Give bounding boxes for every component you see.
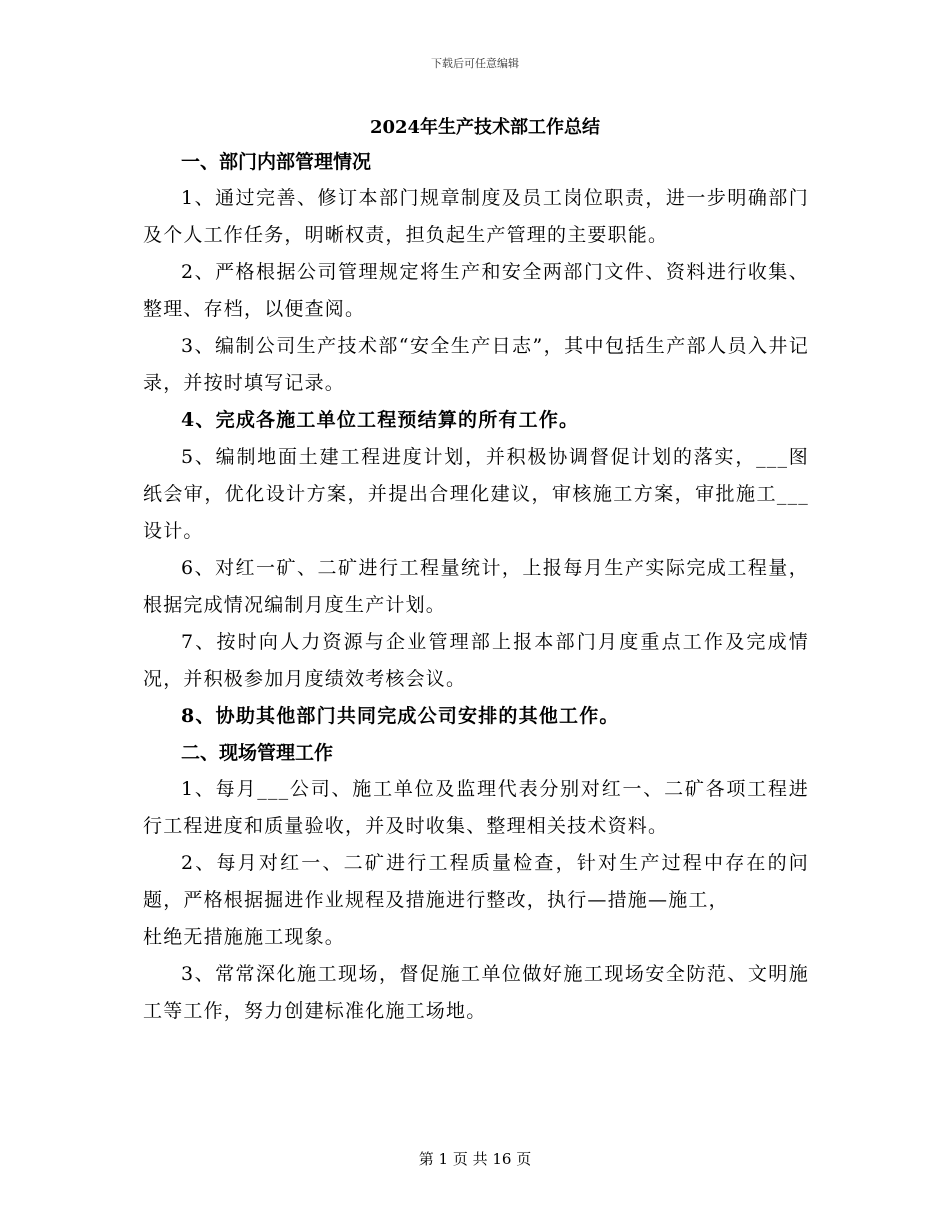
document-body <box>143 112 809 1030</box>
page-number-footer: 第 1 页 共 16 页 <box>418 1150 532 1168</box>
section-heading-internal-management: 一、部门内部管理情况 <box>181 151 372 173</box>
section-heading-site-management: 二、现场管理工作 <box>181 742 334 764</box>
paragraph: 7、按时向人力资源与企业管理部上报本部门月度重点工作及完成情况，并积极参加月度绩效考核会议。 <box>143 631 809 690</box>
paragraph: 1、通过完善、修订本部门规章制度及员工岗位职责，进一步明确部门及个人工作任务，明晰权责，担负起生产管理的主要职能。 <box>143 187 809 246</box>
paragraph: 3、编制公司生产技术部“安全生产日志”，其中包括生产部人员入井记录，并按时填写记录。 <box>143 335 809 394</box>
document-title: 2024年生产技术部工作总结 <box>369 117 601 138</box>
paragraph: 3、常常深化施工现场，督促施工单位做好施工现场安全防范、文明施工等工作，努力创建标准化施工场地。 <box>143 963 809 1022</box>
paragraph: 杜绝无措施施工现象。 <box>143 926 346 948</box>
paragraph: 2、严格根据公司管理规定将生产和安全两部门文件、资料进行收集、整理、存档，以便查阅。 <box>143 261 809 320</box>
page-header-note: 下载后可任意编辑 <box>431 57 519 70</box>
paragraph: 2、每月对红一、二矿进行工程质量检查，针对生产过程中存在的问题，严格根据掘进作业规程及措施进行整改，执行—措施—施工， <box>143 852 809 911</box>
paragraph: 1、每月___公司、施工单位及监理代表分别对红一、二矿各项工程进行工程进度和质量验收，并及时收集、整理相关技术资料。 <box>143 778 809 837</box>
paragraph: 5、编制地面土建工程进度计划，并积极协调督促计划的落实，___图纸会审，优化设计方案，并提出合理化建议，审核施工方案，审批施工___设计。 <box>143 446 809 542</box>
paragraph: 6、对红一矿、二矿进行工程量统计，上报每月生产实际完成工程量，根据完成情况编制月度生产计划。 <box>143 557 809 616</box>
paragraph-bold: 8、协助其他部门共同完成公司安排的其他工作。 <box>181 705 620 727</box>
paragraph-bold: 4、完成各施工单位工程预结算的所有工作。 <box>181 409 580 431</box>
